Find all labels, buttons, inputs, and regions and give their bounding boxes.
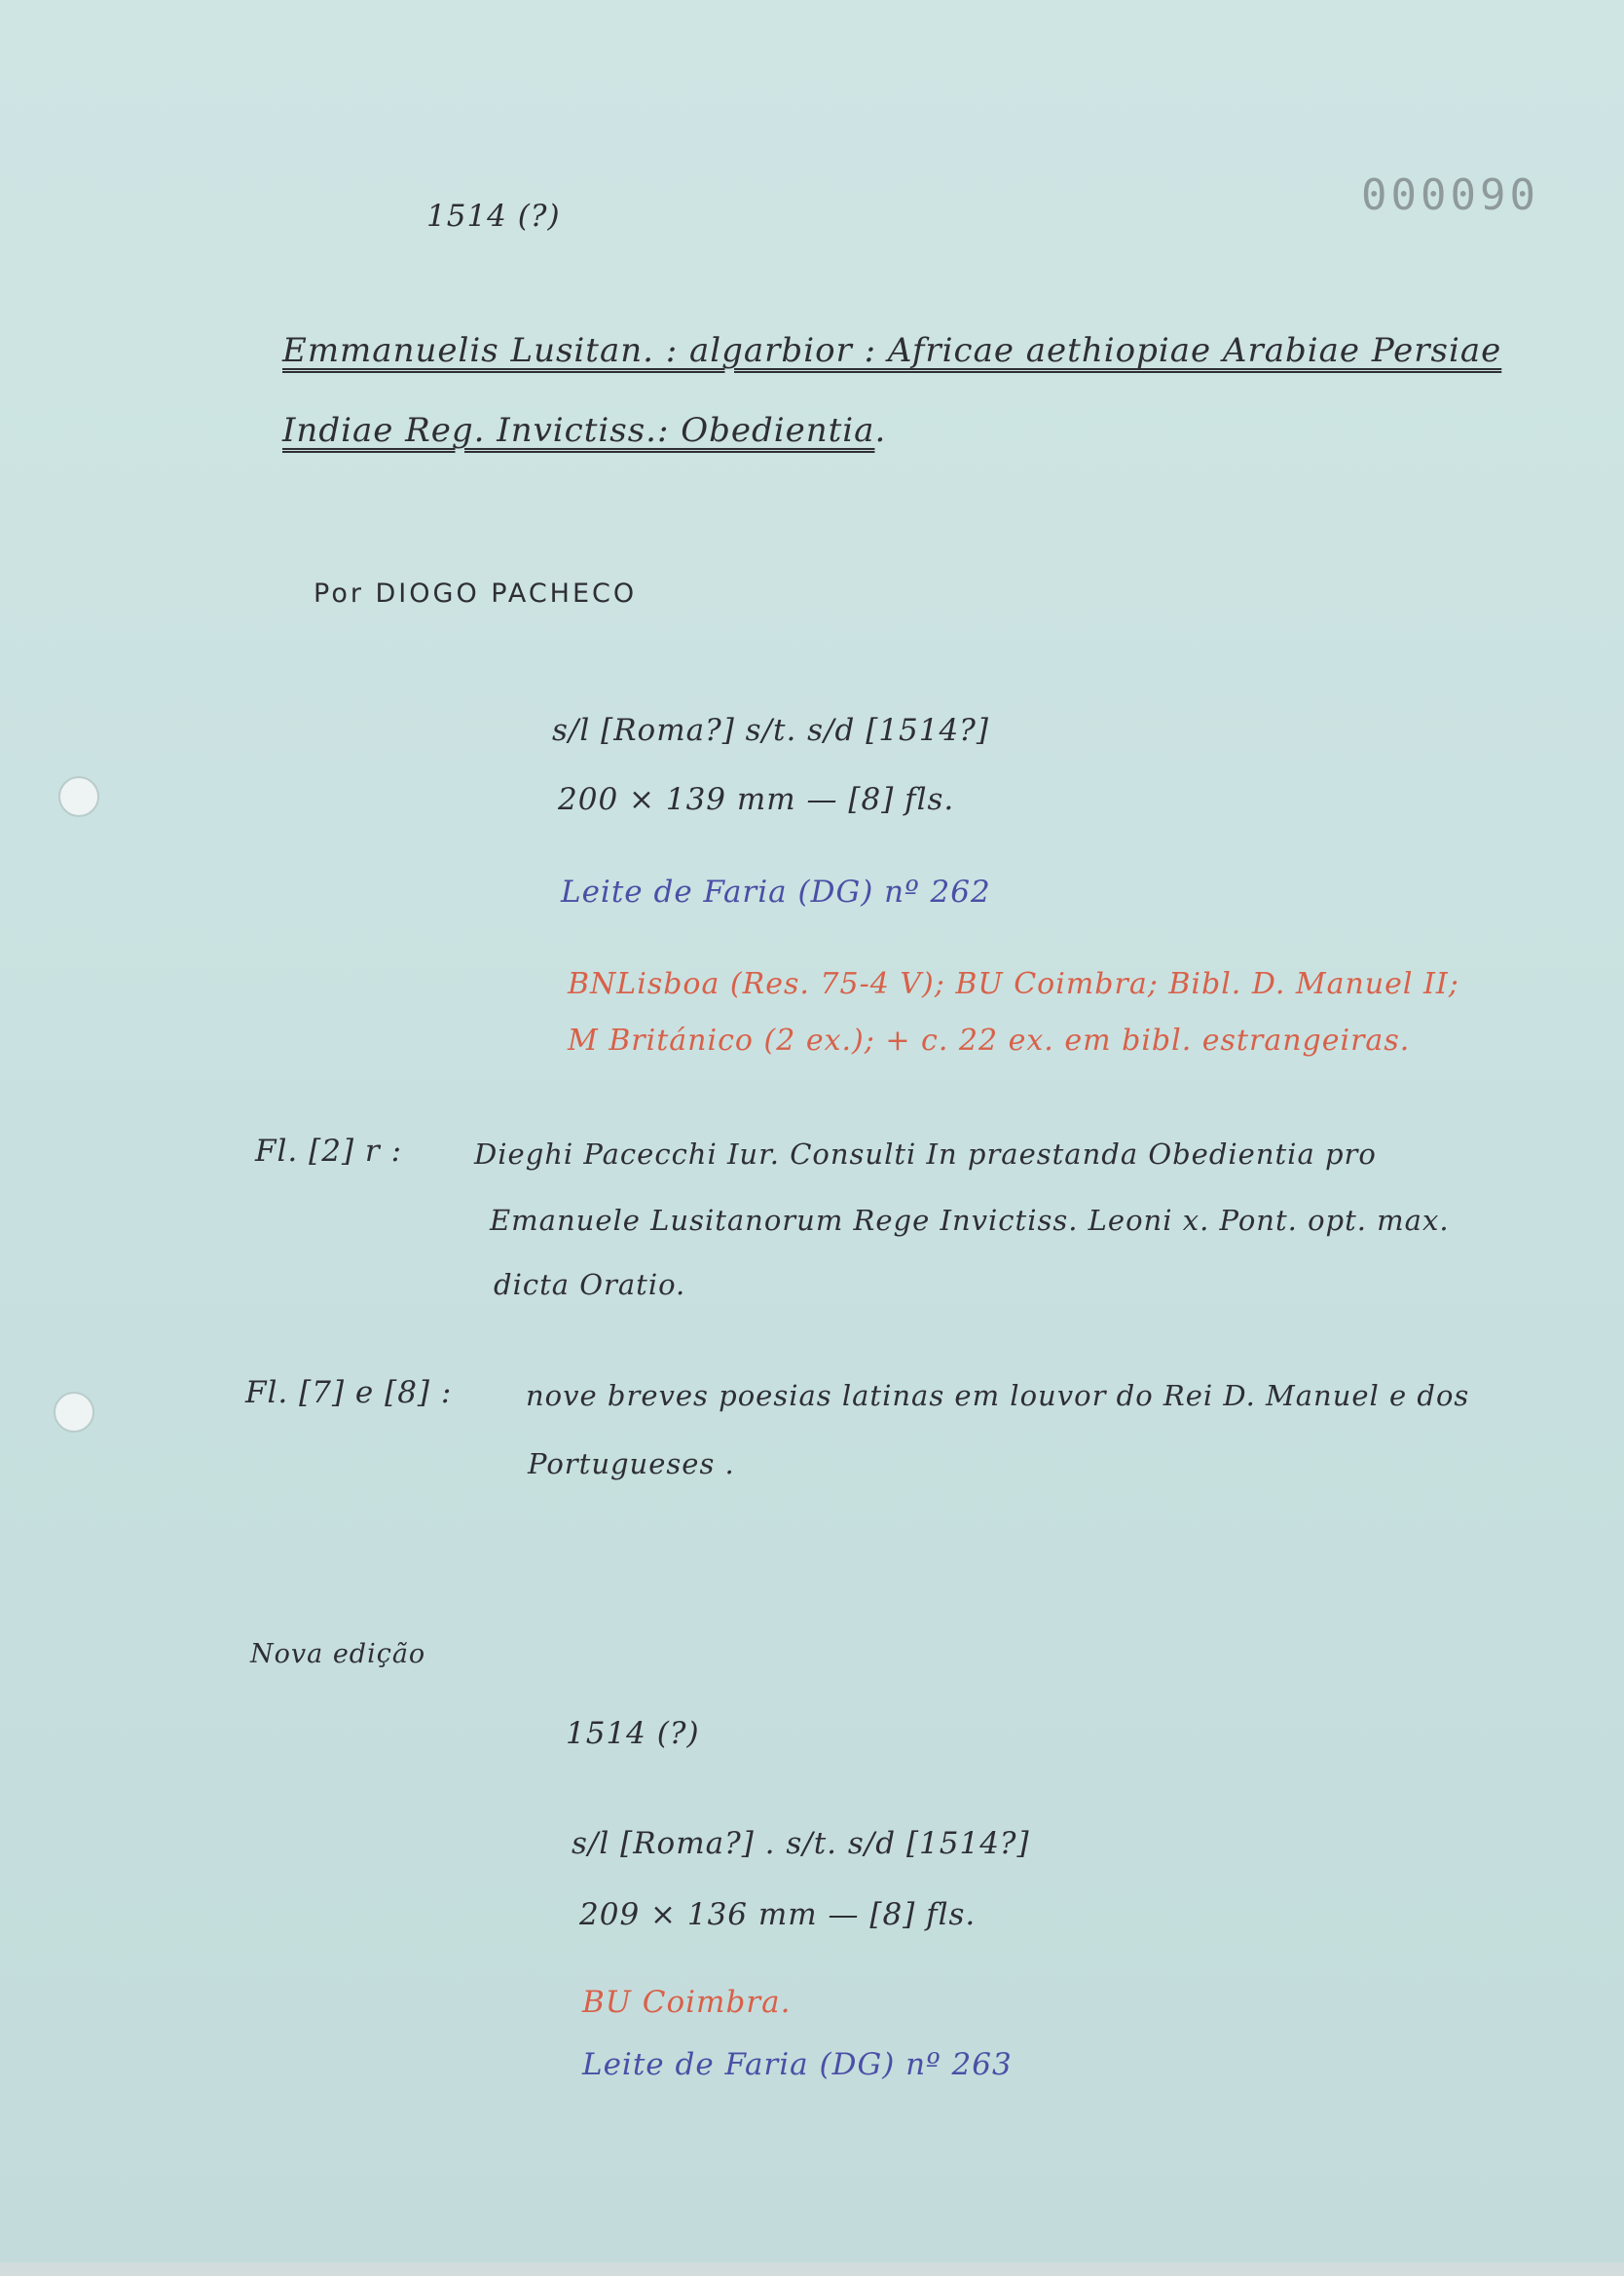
fl2-line-2: Portugueses . (528, 1447, 735, 1480)
edition1-holdings-line-1: BNLisboa (Res. 75-4 V); BU Coimbra; Bibl. D. Manuel II; (568, 967, 1459, 1001)
new-edition-imprint: s/l [Roma?] . s/t. s/d [1514?] (572, 1826, 1030, 1861)
fl1-line-1: Dieghi Pacecchi Iur. Consulti In praestanda Obedientia pro (474, 1138, 1377, 1171)
edition1-reference: Leite de Faria (DG) nº 262 (561, 875, 991, 910)
fl2-line-1: nove breves poesias latinas em louvor do Rei D. Manuel e dos (526, 1379, 1470, 1412)
fl2-label: Fl. [7] e [8] : (245, 1375, 453, 1410)
title-line-1: Emmanuelis Lusitan. : algarbior : Africae aethiopiae Arabiae Persiae (282, 331, 1502, 370)
new-edition-format: 209 × 136 mm — [8] fls. (579, 1897, 977, 1932)
fl1-label: Fl. [2] r : (255, 1134, 403, 1169)
year-heading: 1514 (?) (426, 199, 561, 234)
title-line-2-period: . (874, 411, 887, 450)
fl1-line-3: dicta Oratio. (494, 1268, 686, 1301)
new-edition-heading: Nova edição (250, 1639, 426, 1669)
title-line-2 (282, 411, 886, 450)
new-edition-holdings: BU Coimbra. (582, 1985, 792, 2020)
edition1-format: 200 × 139 mm — [8] fls. (558, 782, 955, 817)
edition1-holdings-line-2: M Británico (2 ex.); + c. 22 ex. em bibl. estrangeiras. (568, 1024, 1411, 1058)
new-edition-year: 1514 (?) (566, 1716, 700, 1751)
punch-hole-lower (54, 1392, 94, 1433)
fl1-line-2: Emanuele Lusitanorum Rege Invictiss. Leoni x. Pont. opt. max. (490, 1204, 1450, 1237)
edition1-imprint: s/l [Roma?] s/t. s/d [1514?] (552, 713, 989, 748)
new-edition-reference: Leite de Faria (DG) nº 263 (582, 2047, 1013, 2082)
document-number-stamp: 000090 (1361, 170, 1539, 220)
author-line: Por DIOGO PACHECO (314, 578, 638, 609)
punch-hole-upper (58, 776, 99, 817)
page-bottom-edge (0, 2262, 1624, 2276)
title-line-2-text: Indiae Reg. Invictiss.: Obedientia (282, 411, 875, 450)
